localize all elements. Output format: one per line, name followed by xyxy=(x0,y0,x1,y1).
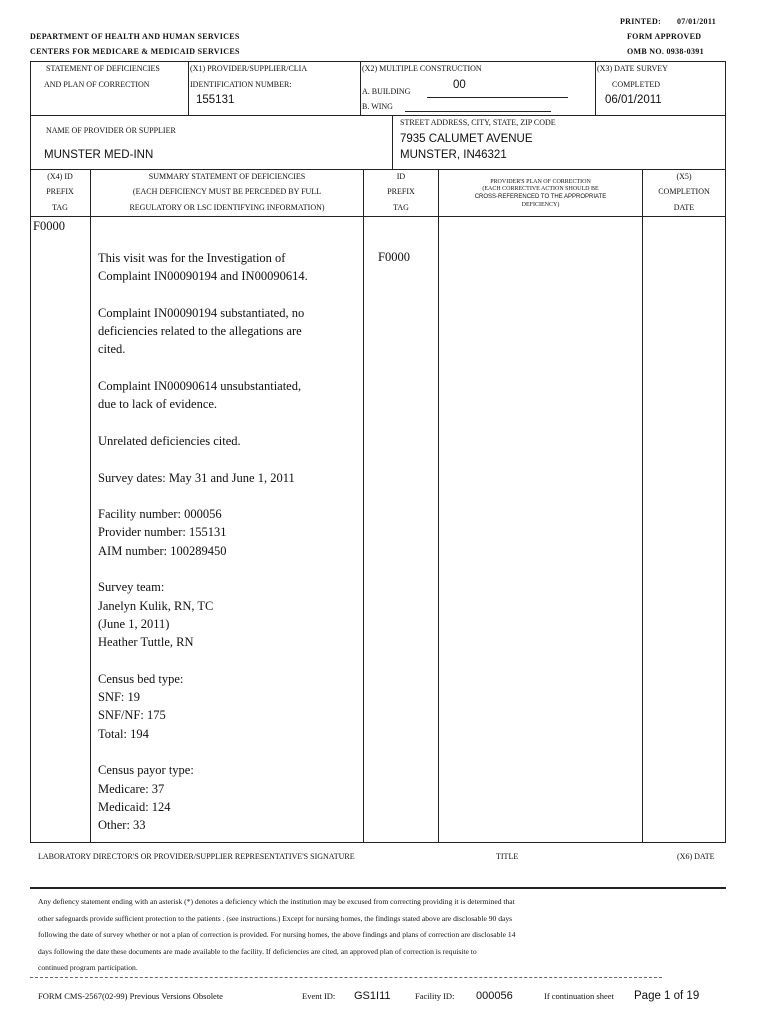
wing-underline xyxy=(405,111,551,112)
frame-line xyxy=(360,61,361,115)
facility-id-value: 000056 xyxy=(476,990,513,1002)
summary-line xyxy=(98,450,308,468)
summary-line: due to lack of evidence. xyxy=(98,397,218,412)
summary-line: (June 1, 2011) xyxy=(98,616,170,631)
summary-line xyxy=(98,652,308,670)
frame-line xyxy=(642,169,643,842)
printed-date: 07/01/2011 xyxy=(677,17,717,26)
summary-line: Heather Tuttle, RN xyxy=(98,635,194,650)
summary-line: Complaint IN00090614 unsubstantiated, xyxy=(98,379,302,394)
summary-line: deficiencies related to the allegations are xyxy=(98,324,302,339)
address-line-1: 7935 CALUMET AVENUE xyxy=(400,133,533,145)
x1-label: (X1) PROVIDER/SUPPLIER/CLIA xyxy=(190,64,308,73)
x5-label: (X5) xyxy=(676,172,692,181)
deficiency-tag: F0000 xyxy=(33,219,65,233)
frame-line xyxy=(595,61,596,115)
summary-statement xyxy=(98,249,308,835)
continuation-label: If continuation sheet xyxy=(544,991,614,1001)
summary-line xyxy=(98,743,308,761)
summary-line: Unrelated deficiencies cited. xyxy=(98,433,241,448)
summary-line xyxy=(98,286,308,304)
footer-divider xyxy=(30,977,662,978)
address-label: STREET ADDRESS, CITY, STATE, ZIP CODE xyxy=(400,118,556,127)
completed-label: COMPLETED xyxy=(612,80,660,89)
summary-line xyxy=(98,560,308,578)
address-line-2: MUNSTER, IN46321 xyxy=(400,149,507,161)
footnote-line: continued program participation. xyxy=(38,963,138,972)
summary-line: Survey team: xyxy=(98,580,165,595)
survey-date-value: 06/01/2011 xyxy=(605,94,662,106)
summary-line: Provider number: 155131 xyxy=(98,525,227,540)
plan-of-correction-label: AND PLAN OF CORRECTION xyxy=(44,80,150,89)
omb-number: OMB NO. 0938-0391 xyxy=(627,47,704,56)
frame-line xyxy=(392,115,393,169)
summary-line xyxy=(98,359,308,377)
summary-line: Medicare: 37 xyxy=(98,781,165,796)
summary-line: Other: 33 xyxy=(98,818,146,833)
frame-line xyxy=(30,61,726,62)
summary-line: Total: 194 xyxy=(98,726,149,741)
summary-line: Complaint IN00090194 and IN00090614. xyxy=(98,269,308,284)
plan-header-2: (EACH CORRECTIVE ACTION SHOULD BE xyxy=(482,186,599,192)
statement-label: STATEMENT OF DEFICIENCIES xyxy=(46,64,160,73)
summary-line: Survey dates: May 31 and June 1, 2011 xyxy=(98,470,295,485)
provider-id-value: 155131 xyxy=(196,94,235,106)
title-label: TITLE xyxy=(496,852,519,861)
building-label: A. BUILDING xyxy=(362,87,411,96)
summary-header-1: SUMMARY STATEMENT OF DEFICIENCIES xyxy=(148,172,306,181)
footnote-line: other safeguards provide sufficient protection to the patients . (see instructions.) Except for nursing homes, the findings stated above are disclosable 90 days xyxy=(38,913,513,923)
summary-line: AIM number: 100289450 xyxy=(98,543,227,558)
frame-line xyxy=(725,61,726,842)
plan-tag: F0000 xyxy=(378,250,410,264)
signature-date-label: (X6) DATE xyxy=(677,852,715,861)
summary-line: cited. xyxy=(98,342,126,357)
x4-prefix-label: PREFIX xyxy=(46,187,74,196)
summary-line xyxy=(98,487,308,505)
facility-id-label: Facility ID: xyxy=(415,991,455,1001)
completion-label: COMPLETION xyxy=(658,187,710,196)
wing-label: B. WING xyxy=(362,102,393,111)
building-underline xyxy=(427,97,568,98)
building-value: 00 xyxy=(453,79,466,91)
page-number: Page 1 of 19 xyxy=(634,990,700,1002)
provider-name-label: NAME OF PROVIDER OR SUPPLIER xyxy=(46,126,176,135)
summary-line xyxy=(98,414,308,432)
footnote-text xyxy=(38,894,515,977)
frame-line xyxy=(30,169,726,170)
x4-id-label: (X4) ID xyxy=(47,172,73,181)
frame-line xyxy=(30,115,726,116)
summary-line: Census payor type: xyxy=(98,763,194,778)
plan-prefix-label: PREFIX xyxy=(387,187,415,196)
provider-name-value: MUNSTER MED-INN xyxy=(44,149,154,161)
summary-line: Facility number: 000056 xyxy=(98,507,222,522)
frame-line xyxy=(90,169,91,842)
plan-header-3: CROSS-REFERENCED TO THE APPROPRIATE xyxy=(474,194,607,200)
identification-number-label: IDENTIFICATION NUMBER: xyxy=(190,80,292,89)
frame-line xyxy=(30,216,726,217)
form-approved-label: FORM APPROVED xyxy=(627,32,702,41)
x2-label: (X2) MULTIPLE CONSTRUCTION xyxy=(362,64,482,73)
frame-line xyxy=(363,169,364,842)
summary-line: Complaint IN00090194 substantiated, no xyxy=(98,305,305,320)
event-id-value: GS1I11 xyxy=(354,990,391,1002)
frame-line xyxy=(188,61,189,115)
summary-line: This visit was for the Investigation of xyxy=(98,251,286,265)
event-id-label: Event ID: xyxy=(302,991,336,1001)
form-number: FORM CMS-2567(02-99) Previous Versions Obsolete xyxy=(38,991,223,1001)
frame-line xyxy=(30,842,726,843)
plan-header-1: PROVIDER'S PLAN OF CORRECTION xyxy=(490,179,591,185)
centers-name: CENTERS FOR MEDICARE & MEDICAID SERVICES xyxy=(30,47,240,56)
x3-label: (X3) DATE SURVEY xyxy=(597,64,668,73)
summary-header-2: (EACH DEFICIENCY MUST BE PERCEDED BY FULL xyxy=(132,187,322,196)
summary-line: SNF: 19 xyxy=(98,690,141,705)
completion-date-label: DATE xyxy=(673,203,695,212)
frame-line xyxy=(438,169,439,842)
footnote-line: Any defiency statement ending with an asterisk (*) denotes a deficiency which the institution may be excused from correcting providing it is determined that xyxy=(38,897,515,906)
plan-id-label: ID xyxy=(396,172,406,181)
footnote-separator xyxy=(30,887,726,889)
department-name: DEPARTMENT OF HEALTH AND HUMAN SERVICES xyxy=(30,32,240,41)
summary-header-3: REGULATORY OR LSC IDENTIFYING INFORMATION) xyxy=(129,203,325,212)
plan-header-4: DEFICIENCY) xyxy=(521,202,560,208)
footnote-line: following the date of survey whether or not a plan of correction is provided. For nursing homes, the above findings and plans of correction are disclosable 14 xyxy=(38,930,516,939)
summary-line: Janelyn Kulik, RN, TC xyxy=(98,598,214,613)
plan-tag-label: TAG xyxy=(393,203,409,212)
footnote-line: days following the date these documents are made available to the facility. If deficiencies are cited, an approved plan of correction is requisite to xyxy=(38,946,477,956)
printed-label: PRINTED: xyxy=(620,17,662,26)
summary-line: Census bed type: xyxy=(98,671,184,686)
signature-label: LABORATORY DIRECTOR'S OR PROVIDER/SUPPLIER REPRESENTATIVE'S SIGNATURE xyxy=(38,852,355,861)
x4-tag-label: TAG xyxy=(52,203,68,212)
summary-line: SNF/NF: 175 xyxy=(98,708,166,723)
summary-line: Medicaid: 124 xyxy=(98,799,171,814)
